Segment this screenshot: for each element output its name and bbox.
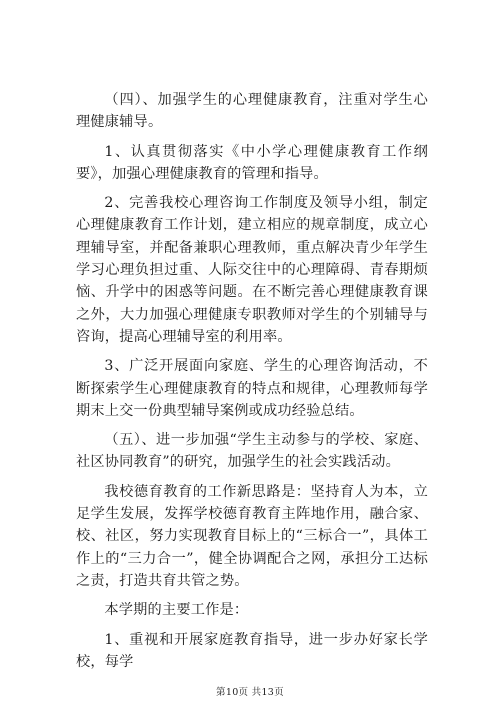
section-five-heading: （五）、进一步加强“学生主动参与的学校、家庭、社区协同教育”的研究，加强学生的社会实践活动。 [76,432,428,471]
item-3-paragraph: 3、广泛开展面向家庭、学生的心理咨询活动，不断探索学生心理健康教育的特点和规律，心理教师每学期末上交一份典型辅导案例或成功经验总结。 [76,358,428,419]
moral-education-paragraph: 我校德育教育的工作新思路是：坚持育人为本，立足学生发展，发挥学校德育教育主阵地作用，融合家、校、社区，努力实现教育目标上的“三标合一”，具体工作上的“三力合一”，健全协调配合之网，承担分工达标之责，打造共育共管之势。 [76,483,428,589]
item-1-paragraph: 1、认真贯彻落实《中小学心理健康教育工作纲要》，加强心理健康教育的管理和指导。 [76,143,428,182]
work-item-1-paragraph: 1、重视和开展家庭教育指导，进一步办好家长学校，每学 [76,631,428,670]
main-work-intro: 本学期的主要工作是： [104,602,249,619]
page-number-footer: 第10页 共13页 [216,687,284,698]
document-body [76,89,428,673]
section-four-heading: （四）、加强学生的心理健康教育，注重对学生心理健康辅导。 [76,92,428,131]
item-2-paragraph: 2、完善我校心理咨询工作制度及领导小组，制定心理健康教育工作计划，建立相应的规章制度，成立心理辅导室，并配备兼职心理教师，重点解决青少年学生学习心理负担过重、人际交往中的心理障碍、青春期烦恼、升学中的困惑等问题。在不断完善心理健康教育课之外，大力加强心理健康专职教师对学生的个别辅导与咨询，提高心理辅导室的利用率。 [76,195,428,345]
